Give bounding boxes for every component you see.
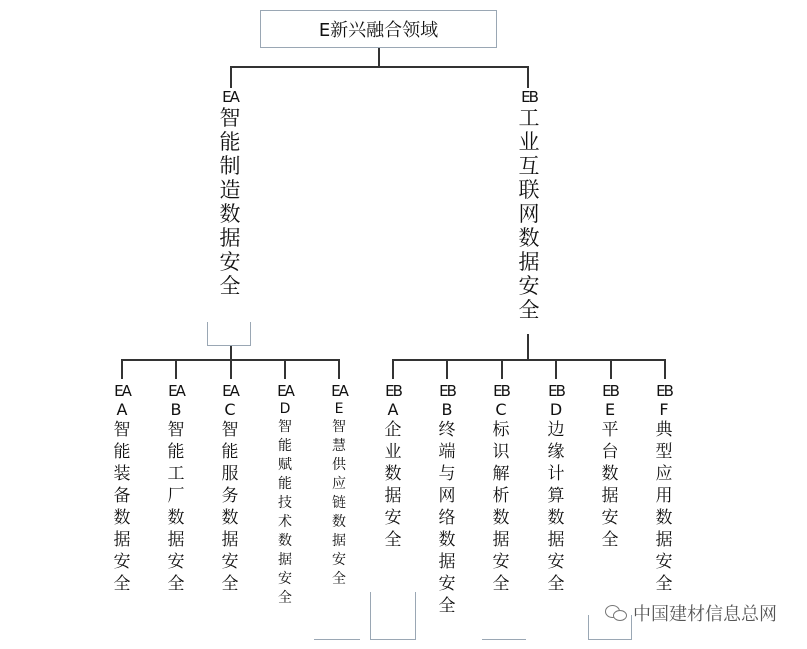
label-glyph: 全: [278, 590, 292, 606]
label-glyph: 全: [547, 574, 565, 594]
label-glyph: 安: [113, 552, 131, 572]
label-glyph: 应: [332, 476, 346, 492]
label-glyph: 网: [518, 202, 540, 226]
label-glyph: 智: [278, 419, 292, 435]
level2-branch-line: [230, 66, 528, 68]
watermark-text: 中国建材信息总网: [633, 604, 777, 625]
level3-label: [327, 420, 351, 591]
label-glyph: 与: [438, 464, 456, 484]
level3-node-ea-e: [327, 384, 351, 591]
level2-ea-bracket: [207, 322, 251, 346]
label-glyph: 工: [167, 464, 185, 484]
label-glyph: 据: [601, 486, 619, 506]
ea-stem-line: [230, 346, 232, 360]
label-glyph: 安: [278, 571, 292, 587]
level3-label: [164, 422, 188, 598]
label-glyph: 厂: [167, 486, 185, 506]
label-glyph: 据: [438, 552, 456, 572]
label-glyph: 安: [384, 508, 402, 528]
label-glyph: 台: [601, 442, 619, 462]
label-glyph: 企: [384, 420, 402, 440]
label-glyph: 慧: [332, 438, 346, 454]
level3-sub: C: [495, 400, 507, 419]
root-stem-line: [378, 48, 380, 67]
label-glyph: 数: [113, 508, 131, 528]
level3-sub: E: [334, 401, 344, 417]
label-glyph: 应: [655, 464, 673, 484]
level3-drop-line: [175, 359, 177, 379]
level3-drop-line: [121, 359, 123, 379]
label-glyph: 据: [221, 530, 239, 550]
level3-node-eb-a: [381, 384, 405, 554]
level3-node-ea-c: [218, 384, 242, 598]
selection-frame: [314, 624, 360, 640]
label-glyph: 能: [221, 442, 239, 462]
label-glyph: 全: [219, 274, 241, 298]
level3-label: [273, 420, 297, 610]
level3-sub: A: [387, 400, 399, 419]
label-glyph: 安: [601, 508, 619, 528]
level3-drop-line: [446, 359, 448, 379]
label-glyph: 能: [219, 130, 241, 154]
level3-code: EB: [656, 382, 672, 400]
label-glyph: 赋: [278, 457, 292, 473]
label-glyph: 服: [221, 464, 239, 484]
label-glyph: 据: [492, 530, 510, 550]
level3-code: EA: [222, 382, 238, 400]
level3-label: [381, 422, 405, 554]
label-glyph: 联: [518, 178, 540, 202]
level3-drop-line: [392, 359, 394, 379]
level3-sub: C: [224, 400, 236, 419]
root-label: E新兴融合领域: [318, 20, 439, 41]
level3-code: EB: [493, 382, 509, 400]
level3-sub: A: [116, 400, 128, 419]
label-glyph: 算: [547, 486, 565, 506]
level3-node-eb-b: [435, 384, 459, 620]
label-glyph: 全: [438, 596, 456, 616]
selection-frame: [482, 628, 526, 640]
label-glyph: 数: [384, 464, 402, 484]
level3-drop-line: [555, 359, 557, 379]
level3-node-ea-a: [110, 384, 134, 598]
label-glyph: 能: [113, 442, 131, 462]
level2-node-ea: [216, 90, 244, 300]
label-glyph: 据: [278, 552, 292, 568]
level2-drop-line-ea: [230, 66, 232, 88]
label-glyph: 术: [278, 514, 292, 530]
label-glyph: 边: [547, 420, 565, 440]
label-glyph: 型: [655, 442, 673, 462]
label-glyph: 工: [518, 106, 540, 130]
label-glyph: 全: [492, 574, 510, 594]
level3-code: EB: [439, 382, 455, 400]
label-glyph: 链: [332, 495, 346, 511]
label-glyph: 制: [219, 154, 241, 178]
label-glyph: 备: [113, 486, 131, 506]
level3-drop-line: [610, 359, 612, 379]
label-glyph: 智: [167, 420, 185, 440]
level3-label: [598, 422, 622, 554]
label-glyph: 供: [332, 457, 346, 473]
label-glyph: 数: [601, 464, 619, 484]
level3-code: EB: [602, 382, 618, 400]
label-glyph: 安: [221, 552, 239, 572]
label-glyph: 数: [221, 508, 239, 528]
label-glyph: 能: [167, 442, 185, 462]
label-glyph: 端: [438, 442, 456, 462]
selection-frame: [370, 592, 416, 640]
level3-drop-line: [338, 359, 340, 379]
level3-sub: B: [441, 400, 453, 419]
label-glyph: 据: [219, 226, 241, 250]
label-glyph: 数: [332, 514, 346, 530]
label-glyph: 全: [332, 571, 346, 587]
label-glyph: 据: [167, 530, 185, 550]
label-glyph: 数: [518, 226, 540, 250]
level3-code: EA: [114, 382, 130, 400]
wechat-icon: [605, 605, 627, 621]
label-glyph: 计: [547, 464, 565, 484]
label-glyph: 全: [113, 574, 131, 594]
label-glyph: 缘: [547, 442, 565, 462]
level3-label: [544, 422, 568, 598]
label-glyph: 平: [601, 420, 619, 440]
level3-code: EA: [277, 382, 293, 400]
label-glyph: 据: [332, 533, 346, 549]
label-glyph: 全: [601, 530, 619, 550]
level3-node-eb-e: [598, 384, 622, 554]
level3-node-eb-f: [652, 384, 676, 598]
level3-sub: D: [549, 400, 563, 419]
label-glyph: 解: [492, 464, 510, 484]
label-glyph: 识: [492, 442, 510, 462]
label-glyph: 务: [221, 486, 239, 506]
label-glyph: 全: [655, 574, 673, 594]
label-glyph: 数: [278, 533, 292, 549]
label-glyph: 据: [518, 250, 540, 274]
label-glyph: 技: [278, 495, 292, 511]
eb-stem-line: [527, 334, 529, 360]
label-glyph: 装: [113, 464, 131, 484]
label-glyph: 数: [438, 530, 456, 550]
label-glyph: 数: [655, 508, 673, 528]
label-glyph: 智: [113, 420, 131, 440]
label-glyph: 智: [221, 420, 239, 440]
level3-node-ea-d: [273, 384, 297, 610]
level3-node-ea-b: [164, 384, 188, 598]
label-glyph: 网: [438, 486, 456, 506]
label-glyph: 全: [221, 574, 239, 594]
label-glyph: 安: [167, 552, 185, 572]
label-glyph: 安: [655, 552, 673, 572]
level3-sub: E: [604, 400, 616, 419]
label-glyph: 安: [219, 250, 241, 274]
level2-label: [216, 108, 244, 300]
level2-node-eb: [515, 90, 543, 324]
level3-label: [489, 422, 513, 598]
label-glyph: 安: [547, 552, 565, 572]
level3-label: [652, 422, 676, 598]
label-glyph: 据: [384, 486, 402, 506]
label-glyph: 标: [492, 420, 510, 440]
level3-code: EA: [331, 382, 347, 400]
label-glyph: 安: [492, 552, 510, 572]
level3-sub: D: [279, 401, 291, 417]
label-glyph: 析: [492, 486, 510, 506]
watermark: [605, 600, 777, 626]
label-glyph: 智: [219, 106, 241, 130]
label-glyph: 据: [547, 530, 565, 550]
label-glyph: 据: [113, 530, 131, 550]
level3-code: EA: [168, 382, 184, 400]
eb-branch-line: [392, 359, 665, 361]
level2-code: EB: [521, 88, 537, 106]
level3-sub: F: [659, 400, 669, 419]
label-glyph: 安: [438, 574, 456, 594]
label-glyph: 全: [167, 574, 185, 594]
level3-sub: B: [170, 400, 182, 419]
label-glyph: 业: [384, 442, 402, 462]
label-glyph: 安: [518, 274, 540, 298]
level2-label: [515, 108, 543, 324]
label-glyph: 全: [384, 530, 402, 550]
label-glyph: 数: [167, 508, 185, 528]
label-glyph: 用: [655, 486, 673, 506]
level3-code: EB: [385, 382, 401, 400]
level3-drop-line: [230, 359, 232, 379]
label-glyph: 能: [278, 438, 292, 454]
label-glyph: 智: [332, 419, 346, 435]
level3-code: EB: [548, 382, 564, 400]
level3-drop-line: [501, 359, 503, 379]
label-glyph: 造: [219, 178, 241, 202]
level3-node-eb-c: [489, 384, 513, 598]
root-node: [260, 10, 497, 48]
level2-code: EA: [222, 88, 238, 106]
level2-drop-line-eb: [527, 66, 529, 88]
label-glyph: 全: [518, 298, 540, 322]
label-glyph: 安: [332, 552, 346, 568]
level3-drop-line: [284, 359, 286, 379]
level3-label: [110, 422, 134, 598]
label-glyph: 数: [492, 508, 510, 528]
level3-node-eb-d: [544, 384, 568, 598]
label-glyph: 互: [518, 154, 540, 178]
level3-drop-line: [664, 359, 666, 379]
label-glyph: 终: [438, 420, 456, 440]
label-glyph: 数: [547, 508, 565, 528]
label-glyph: 典: [655, 420, 673, 440]
label-glyph: 据: [655, 530, 673, 550]
level3-label: [435, 422, 459, 620]
label-glyph: 能: [278, 476, 292, 492]
level3-label: [218, 422, 242, 598]
label-glyph: 络: [438, 508, 456, 528]
label-glyph: 业: [518, 130, 540, 154]
label-glyph: 数: [219, 202, 241, 226]
